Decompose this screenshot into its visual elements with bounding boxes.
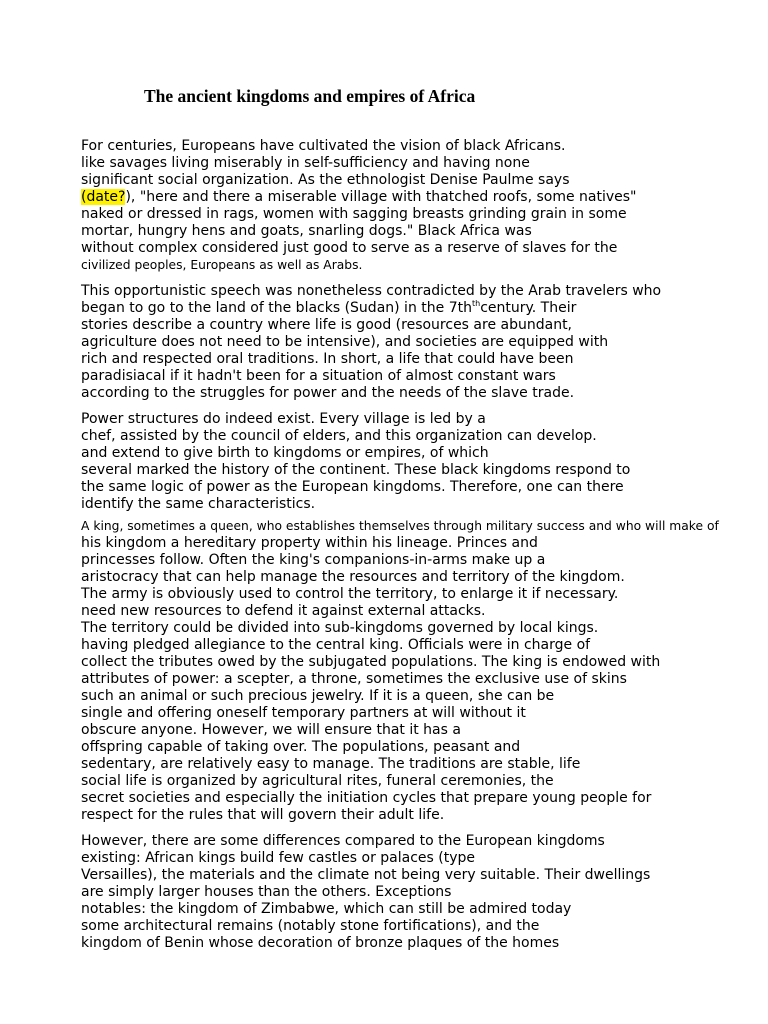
paragraph-2: [81, 283, 768, 402]
paragraph-3: [81, 411, 768, 513]
text-line: The territory could be divided into sub-kingdoms governed by local kings.: [81, 620, 599, 636]
text-line: attributes of power: a scepter, a throne, sometimes the exclusive use of skins: [81, 671, 627, 687]
text-line: For centuries, Europeans have cultivated the vision of black Africans.: [81, 138, 566, 154]
text-line: naked or dressed in rags, women with sagging breasts grinding grain in some: [81, 206, 627, 222]
text-line: such an animal or such precious jewelry. If it is a queen, she can be: [81, 688, 555, 704]
text-line: single and offering oneself temporary partners at will without it: [81, 705, 526, 721]
paragraph-1: [81, 138, 768, 274]
text-line: respect for the rules that will govern their adult life.: [81, 807, 445, 823]
text-line: according to the struggles for power and the needs of the slave trade.: [81, 385, 575, 401]
text-line: identify the same characteristics.: [81, 496, 316, 512]
text-line: Versailles), the materials and the climate not being very suitable. Their dwellings: [81, 867, 651, 883]
text-line: [81, 189, 768, 206]
text-line: chef, assisted by the council of elders, and this organization can develop.: [81, 428, 597, 444]
text-line: his kingdom a hereditary property within his lineage. Princes and: [81, 535, 538, 551]
text-line: obscure anyone. However, we will ensure that it has a: [81, 722, 461, 738]
text-line: mortar, hungry hens and goats, snarling dogs." Black Africa was: [81, 223, 532, 239]
text-line: Power structures do indeed exist. Every village is led by a: [81, 411, 486, 427]
text-line: offspring capable of taking over. The populations, peasant and: [81, 739, 521, 755]
text-line: kingdom of Benin whose decoration of bronze plaques of the homes: [81, 935, 560, 951]
text-line: This opportunistic speech was nonetheless contradicted by the Arab travelers who: [81, 283, 662, 299]
text-line: the same logic of power as the European kingdoms. Therefore, one can there: [81, 479, 624, 495]
text-line: are simply larger houses than the others. Exceptions: [81, 884, 452, 900]
text-line: rich and respected oral traditions. In short, a life that could have been: [81, 351, 574, 367]
text-line: several marked the history of the continent. These black kingdoms respond to: [81, 462, 631, 478]
text-line: princesses follow. Often the king's companions-in-arms make up a: [81, 552, 546, 568]
text-line: like savages living miserably in self-sufficiency and having none: [81, 155, 530, 171]
text-line: sedentary, are relatively easy to manage. The traditions are stable, life: [81, 756, 581, 772]
text-span: century. Their: [480, 300, 577, 316]
text-line: having pledged allegiance to the central king. Officials were in charge of: [81, 637, 591, 653]
text-line: [81, 300, 768, 317]
document-body: [81, 138, 768, 952]
paragraph-4: [81, 518, 768, 824]
paragraph-5: [81, 833, 768, 952]
text-line: aristocracy that can help manage the resources and territory of the kingdom.: [81, 569, 625, 585]
text-line: stories describe a country where life is good (resources are abundant,: [81, 317, 573, 333]
text-line: existing: African kings build few castles or palaces (type: [81, 850, 476, 866]
text-line: secret societies and especially the initiation cycles that prepare young people for: [81, 790, 652, 806]
text-line: without complex considered just good to serve as a reserve of slaves for the: [81, 240, 618, 256]
text-line: some architectural remains (notably stone fortifications), and the: [81, 918, 540, 934]
text-line: social life is organized by agricultural rites, funeral ceremonies, the: [81, 773, 554, 789]
text-line: collect the tributes owed by the subjugated populations. The king is endowed with: [81, 654, 661, 670]
text-line: notables: the kingdom of Zimbabwe, which can still be admired today: [81, 901, 572, 917]
text-span: ), "here and there a miserable village with thatched roofs, some natives": [125, 189, 637, 205]
text-line: paradisiacal if it hadn't been for a situation of almost constant wars: [81, 368, 556, 384]
document-title: The ancient kingdoms and empires of Africa: [144, 86, 476, 106]
superscript: th: [471, 299, 481, 308]
text-line: The army is obviously used to control the territory, to enlarge it if necessary.: [81, 586, 619, 602]
text-line: However, there are some differences compared to the European kingdoms: [81, 833, 605, 849]
text-span: began to go to the land of the blacks (Sudan) in the 7th: [81, 300, 472, 316]
text-line: A king, sometimes a queen, who establishes themselves through military success and who will make of: [81, 519, 719, 533]
text-line: and extend to give birth to kingdoms or empires, of which: [81, 445, 489, 461]
text-line: agriculture does not need to be intensive), and societies are equipped with: [81, 334, 609, 350]
highlighted-comment: (date?: [81, 189, 126, 205]
text-line: need new resources to defend it against external attacks.: [81, 603, 486, 619]
text-line: civilized peoples, Europeans as well as Arabs.: [81, 258, 363, 272]
text-line: significant social organization. As the ethnologist Denise Paulme says: [81, 172, 570, 188]
